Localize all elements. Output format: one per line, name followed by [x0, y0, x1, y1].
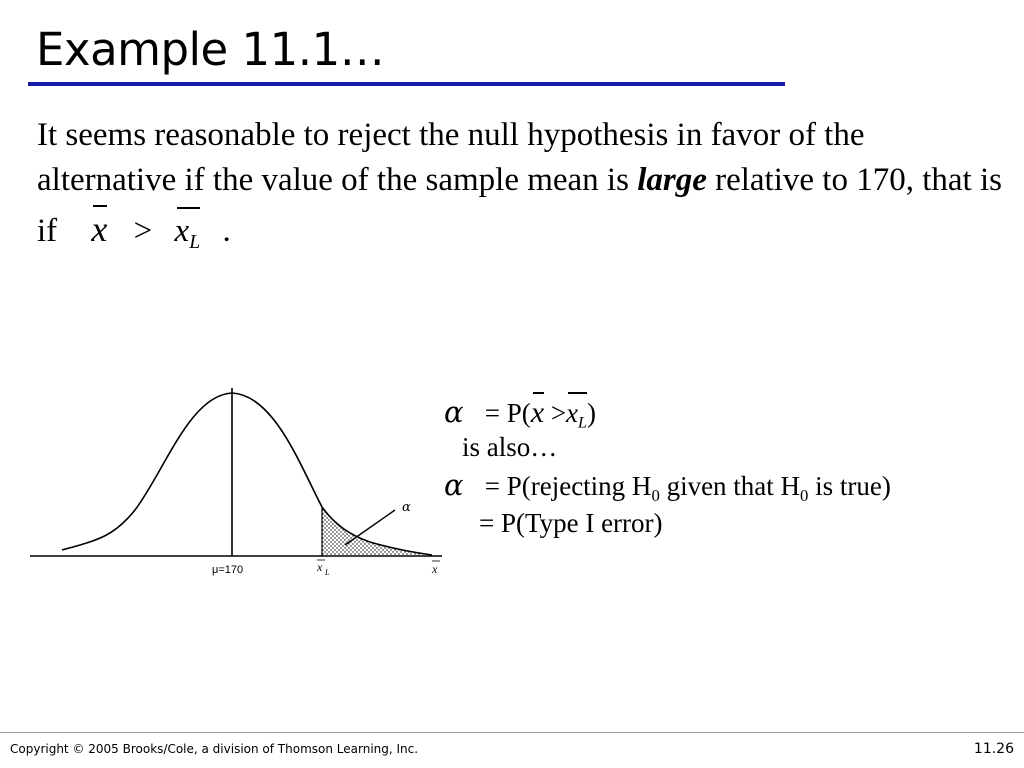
body-paragraph — [37, 113, 1007, 265]
sample-mean-symbol: x — [531, 390, 544, 432]
critical-value-symbol: $x_L$ — [175, 205, 201, 265]
paragraph-text-1: It seems reasonable to reject the null hypothesis in favor of the alternative if the value of the sample mean is — [37, 117, 865, 198]
alpha-symbol: α — [444, 395, 464, 429]
definition-line-4: = P(Type I error) — [479, 508, 663, 538]
definition-line-1: $\alpha = P(x >x_L)$ — [444, 390, 891, 428]
alpha-definitions — [444, 390, 891, 542]
title-underline — [28, 82, 785, 86]
paragraph-emphasis: large — [637, 162, 707, 198]
alpha-symbol: α — [444, 468, 464, 502]
alpha-pointer-line — [345, 510, 395, 545]
inequality — [91, 203, 230, 265]
slide-title: Example 11.1… — [36, 23, 385, 76]
greater-than-symbol: > — [133, 213, 153, 249]
normal-curve — [62, 393, 432, 555]
critical-value-symbol: $x_L$ — [566, 390, 587, 442]
paragraph-text-2: relative to 170, that is if — [37, 162, 1002, 249]
copyright-notice: Copyright © 2005 Brooks/Cole, a division of Thomson Learning, Inc. — [10, 742, 419, 756]
footer-divider — [0, 732, 1024, 733]
normal-curve-figure — [30, 385, 450, 585]
alpha-label: α — [402, 500, 411, 515]
sentence-period: . — [222, 213, 231, 249]
xL-label-sub: L — [325, 568, 330, 577]
rejection-region — [322, 507, 432, 555]
definition-line-3: α = P(rejecting $H_0$ given that $H_0$ is true) — [444, 468, 891, 505]
xL-label: x — [317, 560, 323, 574]
sample-mean-symbol: x — [91, 203, 107, 252]
x-axis-label: x — [432, 562, 438, 576]
mean-label: μ=170 — [212, 564, 244, 576]
page-number: 11.26 — [973, 741, 1014, 757]
definition-line-2: is also… — [462, 432, 558, 462]
